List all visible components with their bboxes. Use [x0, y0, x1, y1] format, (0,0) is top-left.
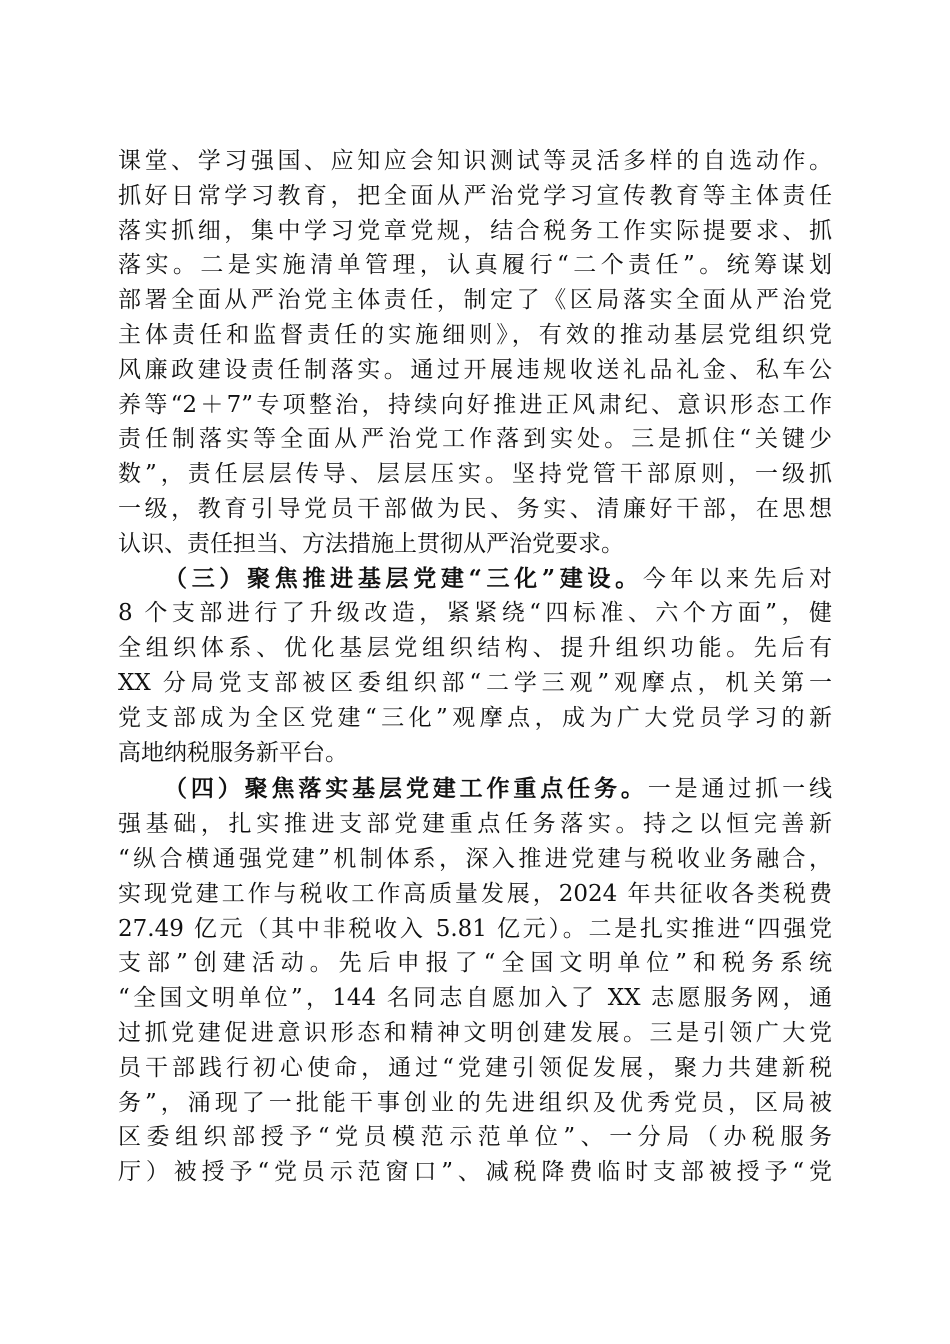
text-line: 党支部成为全区党建“三化”观摩点，成为广大党员学习的新 — [118, 704, 832, 731]
text-line: 数”，责任层层传导、层层压实。坚持党管干部原则，一级抓 — [118, 461, 832, 488]
text-line: 员干部践行初心使命，通过“党建引领促发展，聚力共建新税 — [118, 1054, 832, 1081]
text-line: 一级，教育引导党员干部做为民、务实、清廉好干部，在思想 — [118, 495, 832, 522]
body-text — [118, 144, 832, 1190]
text-line: 高地纳税服务新平台。 — [118, 739, 348, 766]
text-line: 落实。二是实施清单管理，认真履行“二个责任”。统筹谋划 — [118, 252, 832, 279]
text-line: 责任制落实等全面从严治党工作落到实处。三是抓住“关键少 — [118, 426, 832, 453]
section-heading: （三）聚焦推进基层党建“三化”建设。 — [164, 564, 643, 592]
text-line: XX 分局党支部被区委组织部“二学三观”观摩点，机关第一 — [118, 669, 832, 696]
text-line: 区委组织部授予“党员模范示范单位”、一分局（办税服务 — [118, 1124, 832, 1151]
text-line: 强基础，扎实推进支部党建重点任务落实。持之以恒完善新 — [118, 811, 832, 838]
text-line: 课堂、学习强国、应知应会知识测试等灵活多样的自选动作。 — [118, 148, 832, 174]
text-line — [118, 772, 832, 807]
paragraph-1 — [118, 144, 832, 562]
text-line: 全组织体系、优化基层党组织结构、提升组织功能。先后有 — [118, 635, 832, 662]
text-line: 27.49 亿元（其中非税收入 5.81 亿元）。二是扎实推进“四强党 — [118, 915, 832, 942]
text-line: 8 个支部进行了升级改造，紧紧绕“四标准、六个方面”，健 — [118, 600, 832, 627]
text-line: 风廉政建设责任制落实。通过开展违规收送礼品礼金、私车公 — [118, 356, 832, 383]
text-line — [118, 562, 832, 597]
text-line: 主体责任和监督责任的实施细则》，有效的推动基层党组织党 — [118, 321, 832, 348]
text-line: 抓好日常学习教育，把全面从严治党学习宣传教育等主体责任 — [118, 182, 832, 209]
text-line: 过抓党建促进意识形态和精神文明创建发展。三是引领广大党 — [118, 1019, 832, 1046]
text-line: “纵合横通强党建”机制体系，深入推进党建与税收业务融合， — [118, 845, 832, 872]
text-line: 落实抓细，集中学习党章党规，结合税务工作实际提要求、抓 — [118, 217, 832, 244]
text-line: 认识、责任担当、方法措施上贯彻从严治党要求。 — [118, 530, 624, 557]
text-line: 务”，涌现了一批能干事创业的先进组织及优秀党员，区局被 — [118, 1089, 832, 1116]
text-line: 支部”创建活动。先后申报了“全国文明单位”和税务系统 — [118, 950, 832, 977]
text-line: 厅）被授予“党员示范窗口”、减税降费临时支部被授予“党 — [118, 1159, 832, 1186]
paragraph-2 — [118, 562, 832, 771]
text-line: 养等“2＋7”专项整治，持续向好推进正风肃纪、意识形态工作 — [118, 391, 832, 418]
text-run: 一是通过抓一线 — [647, 776, 832, 803]
text-run: 今年以来先后对 — [642, 565, 832, 592]
section-heading: （四）聚焦落实基层党建工作重点任务。 — [164, 775, 648, 803]
text-line: “全国文明单位”，144 名同志自愿加入了 XX 志愿服务网，通 — [118, 985, 832, 1012]
paragraph-3 — [118, 772, 832, 1190]
text-line: 实现党建工作与税收工作高质量发展，2024 年共征收各类税费 — [118, 880, 832, 907]
text-line: 部署全面从严治党主体责任，制定了《区局落实全面从严治党 — [118, 287, 832, 314]
